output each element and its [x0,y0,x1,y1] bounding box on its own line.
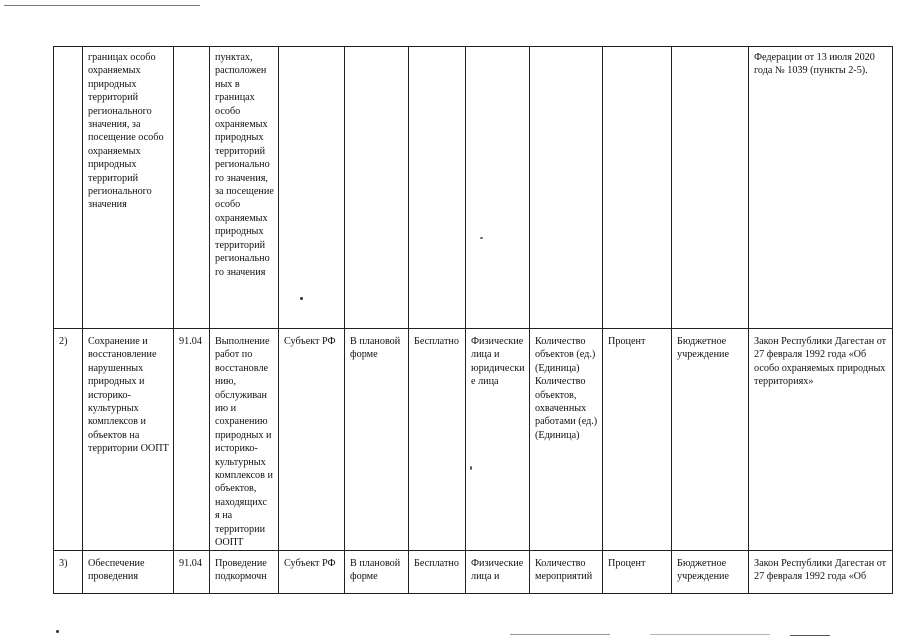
cell-pay: Бесплатно [409,329,466,551]
scan-top-rule [4,5,200,6]
cell-consumers [466,47,530,329]
cell-unit: Процент [603,329,672,551]
cell-category: Субъект РФ [279,329,345,551]
cell-form: В плановой форме [345,329,409,551]
cell-unit: Процент [603,550,672,593]
cell-code: 91.04 [174,329,210,551]
scan-bottom-edge [510,634,610,635]
scan-speck [56,630,59,633]
cell-number: 2) [54,329,83,551]
scan-speck [300,297,303,300]
cell-content: Проведение подкормочн [210,550,279,593]
cell-code: 91.04 [174,550,210,593]
cell-form [345,47,409,329]
scan-speck [470,466,472,470]
cell-indicators: Количество мероприятий [530,550,603,593]
cell-code [174,47,210,329]
scan-speck [480,237,483,239]
table-row [54,47,893,329]
cell-legal-basis: Закон Республики Дагестан от 27 февраля 1992 года «Об особо охраняемых природных территориях» [749,329,893,551]
cell-unit [603,47,672,329]
cell-service-name: границах особо охраняемых природных территорий регионального значения, за посещение особо охраняемых природных территорий регионального значения [83,47,174,329]
scan-bottom-edge [650,634,770,635]
cell-legal-basis: Федерации от 13 июля 2020 года № 1039 (пункты 2-5). [749,47,893,329]
cell-pay: Бесплатно [409,550,466,593]
cell-institution [672,47,749,329]
cell-indicators [530,47,603,329]
table-row [54,550,893,593]
cell-legal-basis: Закон Республики Дагестан от 27 февраля 1992 года «Об [749,550,893,593]
table-row [54,329,893,551]
cell-number [54,47,83,329]
cell-institution: Бюджетное учреждение [672,329,749,551]
cell-consumers: Физические лица и юридически е лица [466,329,530,551]
cell-service-name: Обеспечение проведения [83,550,174,593]
cell-pay [409,47,466,329]
cell-content: Выполнение работ по восстановле нию, обслуживан ию и сохранению природных и историко-культурных комплексов и объектов, находящихс я на территории ООПТ [210,329,279,551]
cell-service-name: Сохранение и восстановление нарушенных природных и историко-культурных комплексов и объектов на территории ООПТ [83,329,174,551]
cell-number: 3) [54,550,83,593]
cell-consumers: Физические лица и [466,550,530,593]
cell-category: Субъект РФ [279,550,345,593]
cell-content: пунктах, расположен ных в границах особо охраняемых природных территорий регионально го значения, за посещение особо охраняемых природных территорий регионально го значения [210,47,279,329]
cell-institution: Бюджетное учреждение [672,550,749,593]
cell-category [279,47,345,329]
cell-form: В плановой форме [345,550,409,593]
services-registry-table [53,46,893,594]
scan-bottom-edge [790,635,830,636]
cell-indicators: Количество объектов (ед.) (Единица) Количество объектов, охваченных работами (ед.) (Единица) [530,329,603,551]
